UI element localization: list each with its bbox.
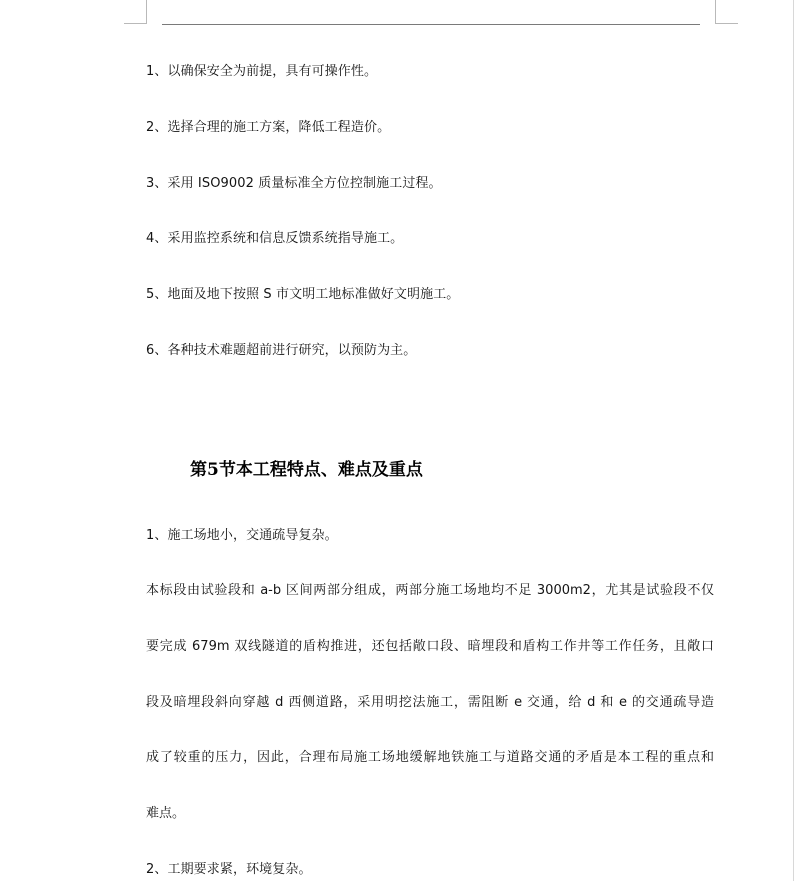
crop-mark-top-right-horizontal [715,23,738,24]
section-heading: 第5节本工程特点、难点及重点 [190,460,423,480]
crop-mark-top-left-horizontal [124,23,147,24]
list-item: 6、各种技术难题超前进行研究，以预防为主。 [146,343,417,358]
page-right-edge [793,0,794,881]
item1-title: 1、施工场地小，交通疏导复杂。 [146,528,338,543]
paragraph-line: 要完成 679m 双线隧道的盾构推进，还包括敞口段、暗埋段和盾构工作井等工作任务，且敞口 [146,639,714,654]
paragraph-line: 段及暗埋段斜向穿越 d 西侧道路，采用明挖法施工，需阻断 e 交通，给 d 和 e 的交通疏导造 [146,695,714,710]
list-item: 2、选择合理的施工方案，降低工程造价。 [146,120,391,135]
paragraph-line: 成了较重的压力，因此，合理布局施工场地缓解地铁施工与道路交通的矛盾是本工程的重点和 [146,750,714,765]
list-item: 4、采用监控系统和信息反馈系统指导施工。 [146,231,404,246]
item2-title: 2、工期要求紧，环境复杂。 [146,862,312,877]
list-item: 5、地面及地下按照 S 市文明工地标准做好文明施工。 [146,287,460,302]
list-item: 1、以确保安全为前提，具有可操作性。 [146,64,378,79]
crop-mark-top-left-vertical [146,0,147,24]
header-rule [162,24,700,25]
paragraph-line: 本标段由试验段和 a-b 区间两部分组成，两部分施工场地均不足 3000m2，尤其是试验段不仅 [146,583,714,598]
list-item: 3、采用 ISO9002 质量标准全方位控制施工过程。 [146,176,442,191]
paragraph-line: 难点。 [146,806,186,821]
crop-mark-top-right-vertical [715,0,716,24]
